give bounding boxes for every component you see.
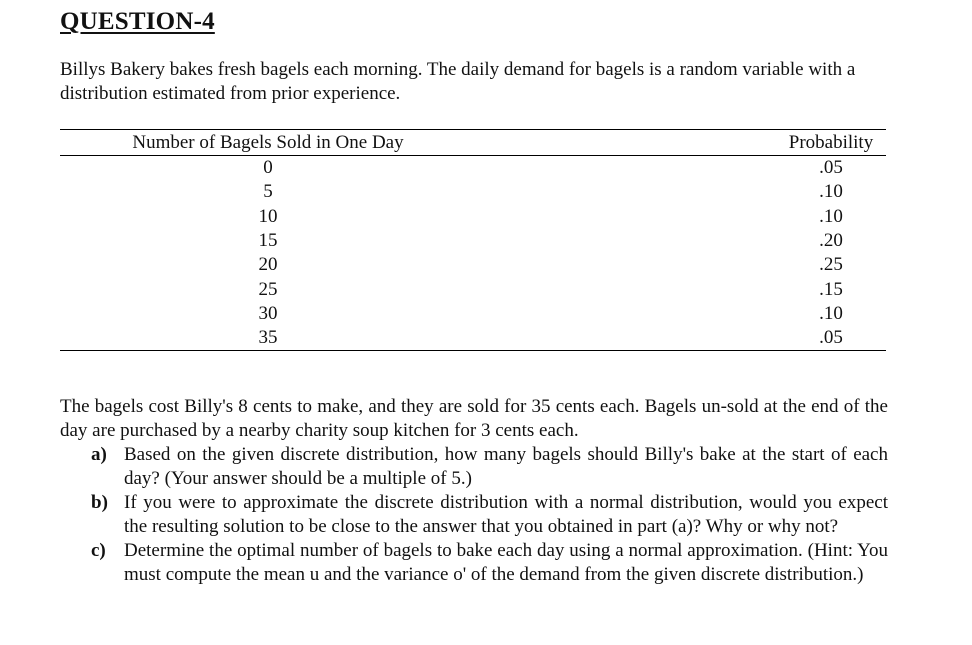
cost-paragraph: The bagels cost Billy's 8 cents to make, and they are sold for 35 cents each. Bagels un-sold at the end of the day are purchased by a nearby charity soup kitchen for 3 cents each. — [60, 396, 888, 441]
cell-probability: .25 — [819, 254, 843, 276]
table-header-row — [60, 130, 886, 156]
cell-bagels: 25 — [258, 278, 278, 300]
cell-probability: .20 — [819, 230, 843, 252]
cell-probability: .10 — [819, 181, 843, 203]
table-row — [60, 156, 886, 181]
cell-bagels: 5 — [263, 181, 273, 203]
table-row — [60, 180, 886, 204]
cell-probability: .05 — [819, 327, 843, 349]
cell-probability: .10 — [819, 205, 843, 227]
cell-bagels: 10 — [258, 205, 278, 227]
header-probability: Probability — [788, 132, 874, 153]
demand-distribution-table — [60, 129, 886, 351]
question-letter: a) — [91, 444, 107, 465]
question-item-b — [60, 491, 888, 539]
cell-probability: .15 — [819, 278, 843, 300]
intro-paragraph: Billys Bakery bakes fresh bagels each morning. The daily demand for bagels is a random variable with a distribution estimated from prior experience. — [60, 59, 856, 104]
cell-bagels: 20 — [258, 254, 278, 276]
question-letter: b) — [91, 492, 108, 513]
table-row — [60, 205, 886, 229]
cell-bagels: 30 — [258, 302, 278, 324]
cell-bagels: 15 — [258, 230, 278, 252]
table-row — [60, 253, 886, 277]
question-text: If you were to approximate the discrete distribution with a normal distribution, would you expect the resulting solution to be close to the answer that you obtained in part (a)? Why or why not? — [124, 492, 888, 537]
cell-probability: .05 — [819, 157, 843, 179]
demand-table — [60, 129, 886, 351]
header-bagels-sold: Number of Bagels Sold in One Day — [132, 132, 404, 153]
table-row — [60, 326, 886, 351]
table-row — [60, 229, 886, 253]
table-row — [60, 277, 886, 301]
question-text: Based on the given discrete distribution, how many bagels should Billy's bake at the start of each day? (Your answer should be a multiple of 5.) — [124, 444, 888, 489]
cell-probability: .10 — [819, 302, 843, 324]
cell-bagels: 0 — [263, 157, 273, 179]
question-item-c — [60, 539, 888, 587]
question-list — [60, 443, 888, 587]
cell-bagels: 35 — [258, 327, 278, 349]
table-row — [60, 302, 886, 326]
question-text: Determine the optimal number of bagels to bake each day using a normal approximation. (Hint: You must compute the mean u and the variance o' of the demand from the given discrete distribution.) — [124, 540, 888, 585]
question-title: QUESTION-4 — [60, 8, 215, 35]
question-item-a — [60, 443, 888, 491]
question-letter: c) — [91, 540, 106, 561]
